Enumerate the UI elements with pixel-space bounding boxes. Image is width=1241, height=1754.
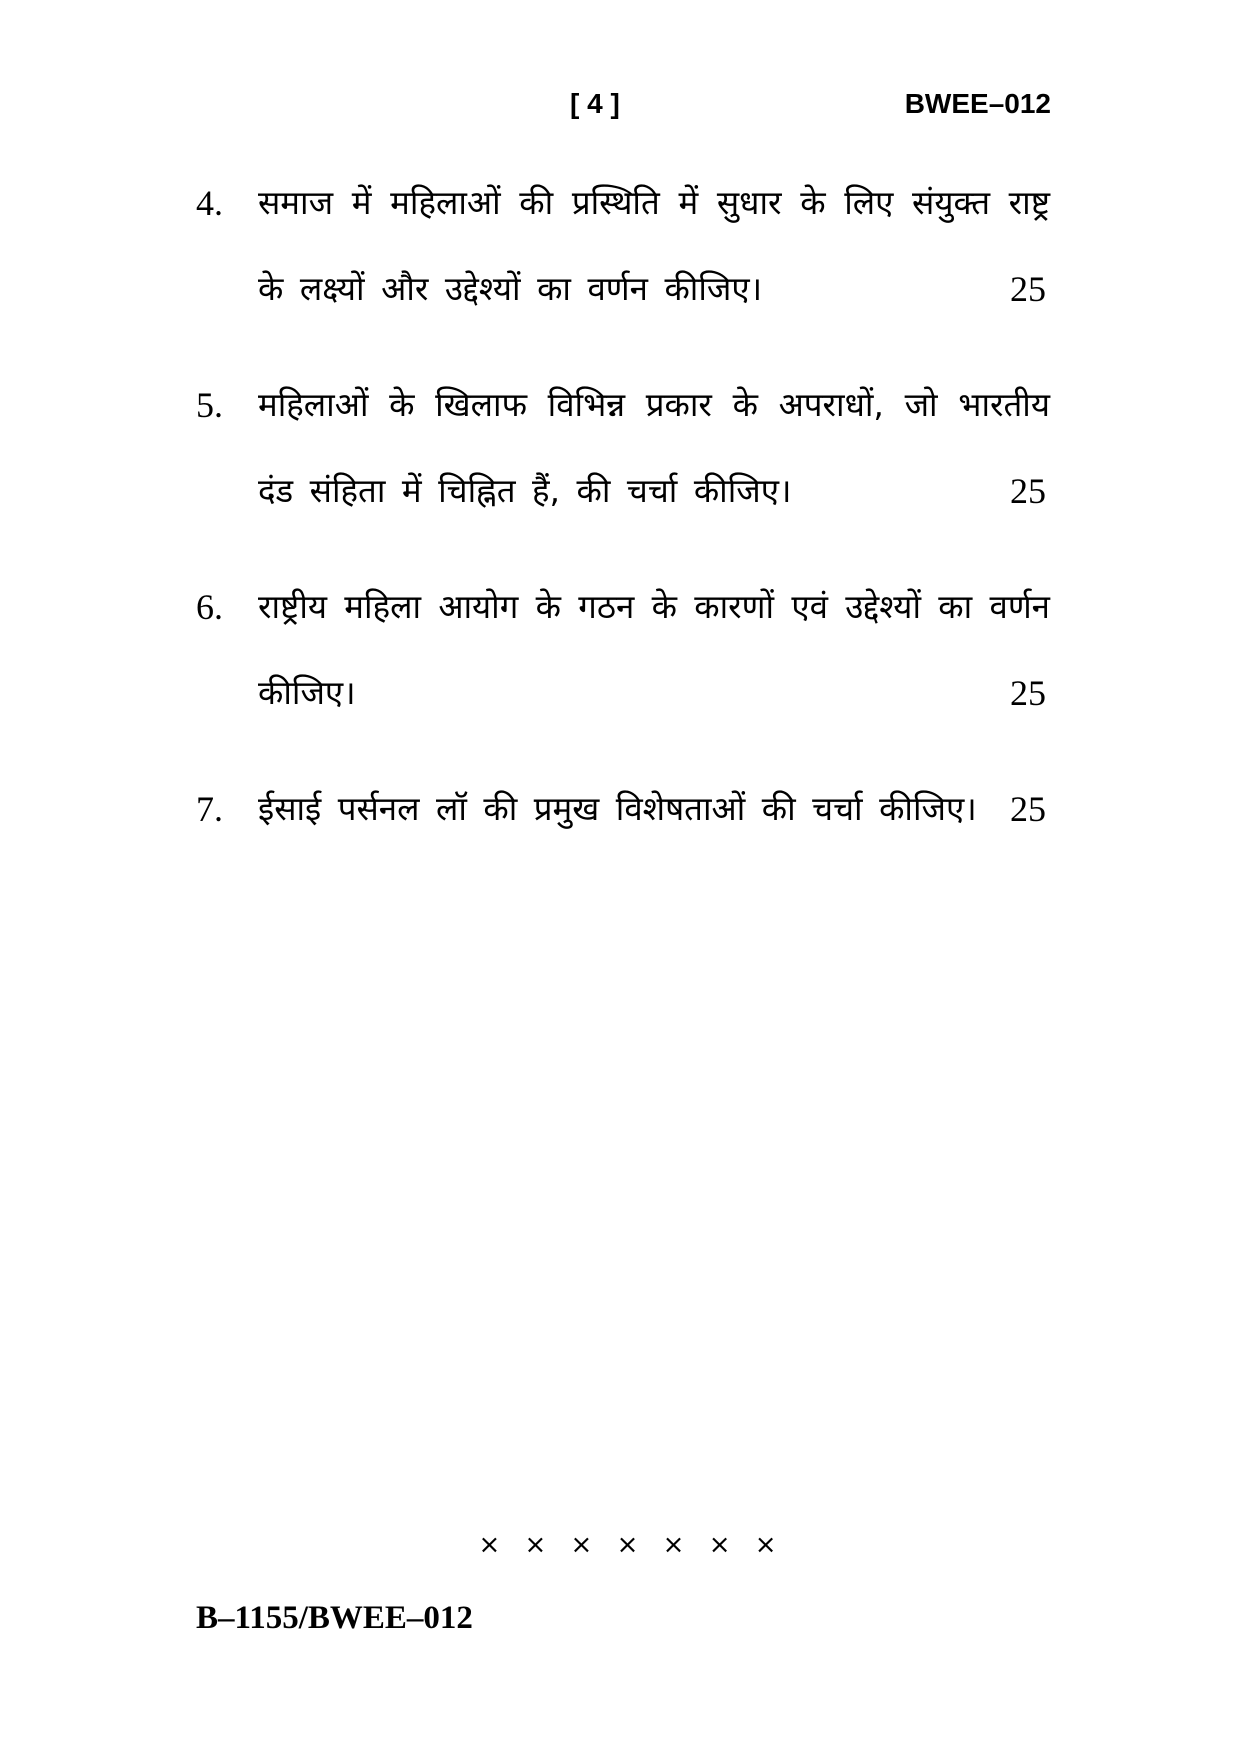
question-number: 5. (196, 385, 223, 425)
question-item (196, 766, 1050, 852)
question-number: 4. (196, 183, 223, 223)
question-text: महिलाओं के खिलाफ विभिन्न प्रकार के अपराधों, जो भारतीय दंड संहिता में चिह्नित हैं, की चर्चा कीजिए। (258, 385, 1050, 510)
question-item (196, 160, 1050, 332)
question-marks: 25 (1010, 471, 1046, 511)
question-marks: 25 (1010, 673, 1046, 713)
question-text: ईसाई पर्सनल लॉ की प्रमुख विशेषताओं की चर्चा कीजिए। (258, 789, 977, 828)
question-item (196, 564, 1050, 736)
course-code: BWEE–012 (904, 88, 1051, 119)
question-body (258, 766, 1050, 852)
question-marks: 25 (1010, 269, 1046, 309)
question-body (258, 160, 1050, 332)
question-number: 7. (196, 789, 223, 829)
question-number: 6. (196, 587, 223, 627)
question-text: राष्ट्रीय महिला आयोग के गठन के कारणों एवं उद्देश्यों का वर्णन कीजिए। (258, 587, 1050, 712)
footer-paper-code: B–1155/BWEE–012 (196, 1600, 473, 1636)
end-of-paper-marker: × × × × × × × (478, 1530, 785, 1560)
question-body (258, 362, 1050, 534)
question-body (258, 564, 1050, 736)
question-item (196, 362, 1050, 534)
page-number: [ 4 ] (570, 88, 620, 119)
question-marks: 25 (1010, 789, 1046, 829)
page-header (0, 88, 1241, 128)
question-list (196, 160, 1050, 882)
question-text: समाज में महिलाओं की प्रस्थिति में सुधार के लिए संयुक्त राष्ट्र के लक्ष्यों और उद्देश्यों का वर्णन कीजिए। (258, 183, 1050, 308)
